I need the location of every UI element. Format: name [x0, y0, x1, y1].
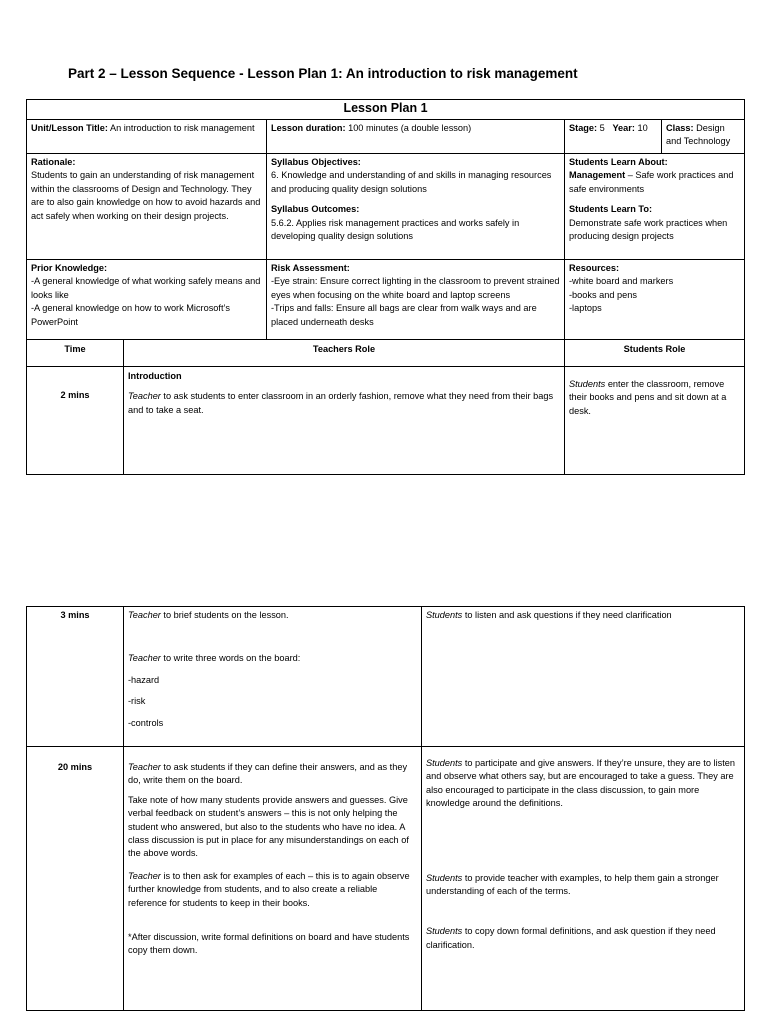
syllabus-objectives-text: 6. Knowledge and understanding of and skills in managing resources and producing quality design solutions — [271, 170, 552, 194]
students-instruction — [426, 872, 740, 899]
resource-item: -white board and markers — [569, 276, 674, 287]
rationale-label: Rationale: — [31, 157, 76, 167]
rationale-cell — [27, 154, 267, 260]
teacher-instruction-text: to write three words on the board: — [160, 653, 301, 664]
duration-label: Lesson duration: — [271, 123, 346, 133]
teacher-instruction — [128, 390, 560, 417]
students-instruction — [426, 925, 740, 952]
resources-cell — [565, 260, 745, 340]
learn-to-label: Students Learn To: — [569, 204, 653, 215]
resource-item: -books and pens — [569, 289, 637, 300]
teacher-role-word: Teacher — [128, 762, 161, 772]
teacher-instruction-text: to ask students if they can define their answers, and as they do, write them on the board. — [128, 762, 408, 786]
resource-item: -laptops — [569, 303, 602, 314]
stage-label: Stage: — [569, 123, 598, 133]
risk-assessment-label: Risk Assessment: — [271, 263, 350, 273]
prior-knowledge-label: Prior Knowledge: — [31, 263, 108, 273]
students-instruction-text: to participate and give answers. If they’re unsure, they are to listen and observe what others say, but are encouraged to take a guess. They are also encouraged to participate in the class discussion, to gain more knowledge around the definitions. — [426, 758, 735, 809]
syllabus-outcomes-label: Syllabus Outcomes: — [271, 204, 360, 215]
students-instruction — [569, 378, 740, 418]
class-cell — [662, 120, 745, 154]
column-header-teachers-role: Teachers Role — [124, 340, 565, 367]
row-time: 3 mins — [27, 607, 124, 747]
unit-title-cell — [27, 120, 267, 154]
board-word: -controls — [128, 717, 164, 728]
row-students-cell — [422, 747, 745, 1011]
students-role-word: Students — [426, 758, 463, 768]
teacher-instruction-text: is to then ask for examples of each – this is to again observe further knowledge from students, and to also create a reliable reference for students to keep in their books. — [128, 870, 410, 908]
rationale-text: Students to gain an understanding of risk management within the classrooms of Design and Technology. They are to also gain knowledge on how to avoid hazards and act safely when working on their design projects. — [31, 170, 261, 221]
table-caption: Lesson Plan 1 — [27, 100, 745, 120]
teacher-role-word: Teacher — [128, 653, 161, 664]
risk-item: -Trips and falls: Ensure all bags are clear from walk ways and are placed underneath desks — [271, 303, 537, 327]
class-value: Design and Technology — [666, 123, 731, 147]
students-instruction — [426, 757, 740, 811]
prior-knowledge-cell — [27, 260, 267, 340]
teacher-role-word: Teacher — [128, 610, 161, 620]
teacher-instruction — [128, 761, 417, 788]
students-instruction-text: to listen and ask questions if they need clarification — [462, 610, 672, 620]
resources-label: Resources: — [569, 263, 620, 273]
teacher-instruction-text: *After discussion, write formal definitions on board and have students copy them down. — [128, 932, 410, 956]
risk-item: -Eye strain: Ensure correct lighting in the classroom to prevent strained eyes when focusing on the white board and laptop screens — [271, 276, 560, 300]
board-word: -hazard — [128, 674, 160, 685]
class-label: Class: — [666, 123, 694, 133]
learn-to-text: Demonstrate safe work practices when producing design projects — [569, 217, 728, 242]
stage-year-cell — [565, 120, 662, 154]
year-value: 10 — [634, 123, 648, 133]
unit-title-label: Unit/Lesson Title: — [31, 123, 108, 133]
teacher-instruction — [128, 609, 417, 622]
syllabus-objectives-label: Syllabus Objectives: — [271, 157, 361, 167]
column-header-time: Time — [27, 340, 124, 367]
prior-knowledge-item: -A general knowledge of what working safely means and looks like — [31, 276, 261, 300]
students-role-word: Students — [426, 610, 463, 620]
syllabus-outcomes-text: 5.6.2. Applies risk management practices and works safely in developing quality design solutions — [271, 217, 520, 242]
duration-value: 100 minutes (a double lesson) — [345, 123, 472, 133]
teacher-instruction — [128, 870, 417, 910]
duration-cell — [267, 120, 565, 154]
board-word: -risk — [128, 696, 146, 707]
students-learn-cell — [565, 154, 745, 260]
row-time: 20 mins — [27, 747, 124, 1011]
lesson-plan-table — [26, 99, 745, 475]
page-title: Part 2 – Lesson Sequence - Lesson Plan 1: An introduction to risk management — [68, 66, 578, 81]
lesson-sequence-table — [26, 606, 745, 1011]
teacher-role-word: Teacher — [128, 391, 161, 402]
students-instruction — [426, 609, 740, 622]
students-instruction-text: to copy down formal definitions, and ask question if they need clarification. — [426, 926, 716, 950]
students-instruction-text: to provide teacher with examples, to help them gain a stronger understanding of each of the terms. — [426, 872, 719, 897]
syllabus-cell — [267, 154, 565, 260]
stage-value: 5 — [597, 123, 605, 133]
teacher-instruction-text: to ask students to enter classroom in an orderly fashion, remove what they need from their bags and to take a seat. — [128, 391, 554, 415]
row-students-cell — [565, 367, 745, 475]
risk-assessment-cell — [267, 260, 565, 340]
row-teacher-cell — [124, 747, 422, 1011]
row-students-cell — [422, 607, 745, 747]
learn-about-bold: Management — [569, 170, 626, 181]
introduction-heading: Introduction — [128, 371, 182, 381]
students-instruction-text: enter the classroom, remove their books and pens and sit down at a desk. — [569, 379, 727, 416]
teacher-instruction-text: Take note of how many students provide answers and guesses. Give verbal feedback on student’s answers – this is not only helping the student who answered, but also to the students who have no idea. A class discussion is put in place for any misunderstandings on each of the above words. — [128, 794, 409, 859]
learn-about-line — [569, 169, 740, 196]
row-time: 2 mins — [27, 367, 124, 475]
unit-title-value: An introduction to risk management — [107, 123, 255, 133]
year-label: Year: — [612, 123, 635, 133]
row-teacher-cell — [124, 607, 422, 747]
students-role-word: Students — [569, 379, 606, 389]
students-role-word: Students — [426, 926, 463, 937]
students-role-word: Students — [426, 872, 463, 883]
teacher-role-word: Teacher — [128, 870, 161, 881]
prior-knowledge-item: -A general knowledge on how to work Microsoft’s PowerPoint — [31, 303, 230, 327]
row-teacher-cell — [124, 367, 565, 475]
teacher-instruction-text: to brief students on the lesson. — [160, 610, 289, 620]
learn-about-label: Students Learn About: — [569, 157, 668, 167]
column-header-students-role: Students Role — [565, 340, 745, 367]
learn-about-text: – Safe work practices and safe environments — [569, 170, 734, 194]
teacher-instruction — [128, 652, 417, 665]
